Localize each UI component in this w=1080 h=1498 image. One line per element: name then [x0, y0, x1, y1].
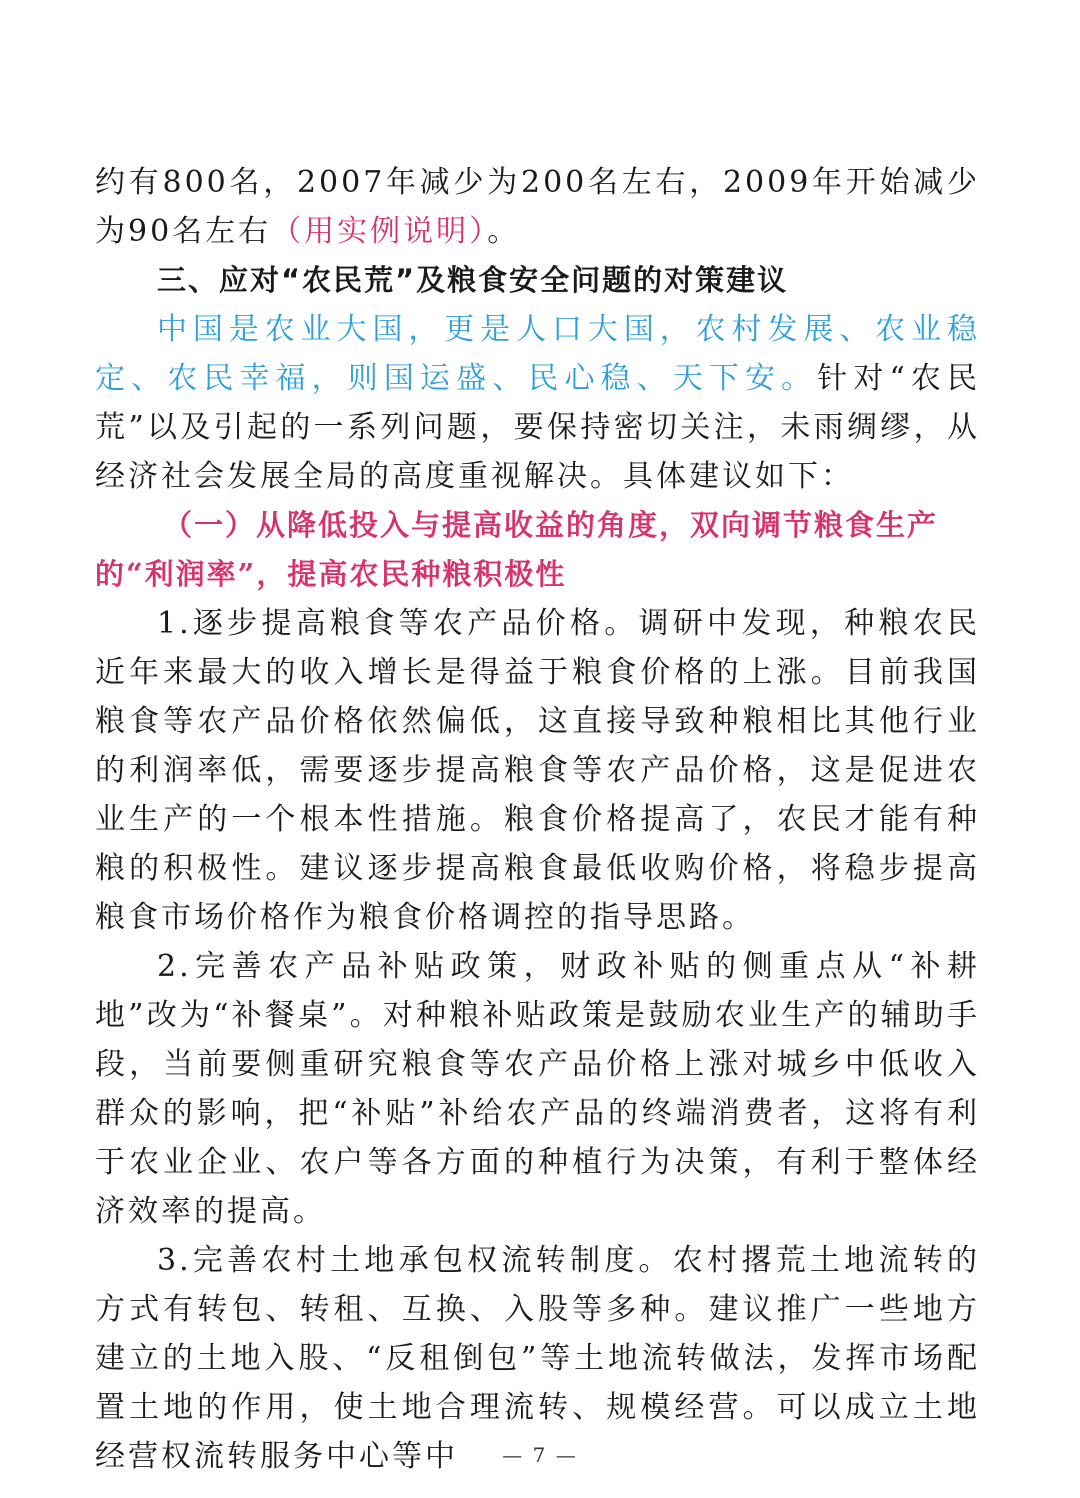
- intro-paragraph: [95, 305, 980, 501]
- paragraph-text: 约有800名，2007年减少为200名左右，2009年开始减少为90名左右: [95, 165, 980, 249]
- document-page: [95, 158, 980, 1481]
- list-item-1: 1.逐步提高粮食等农产品价格。调研中发现，种粮农民近年来最大的收入增长是得益于粮食价格的上涨。目前我国粮食等农产品价格依然偏低，这直接导致种粮相比其他行业的利润率低，需要逐步提高粮食等农产品价格，这是促进农业生产的一个根本性措施。粮食价格提高了，农民才能有种粮的积极性。建议逐步提高粮食最低收购价格，将稳步提高粮食市场价格作为粮食价格调控的指导思路。: [95, 606, 980, 935]
- paragraph-continuation: [95, 158, 980, 256]
- paragraph-end-punctuation: 。: [487, 214, 521, 249]
- list-item-2: 2.完善农产品补贴政策，财政补贴的侧重点从“补耕地”改为“补餐桌”。对种粮补贴政策是鼓励农业生产的辅助手段，当前要侧重研究粮食等农产品价格上涨对城乡中低收入群众的影响，把“补贴”补给农产品的终端消费者，这将有利于农业企业、农户等各方面的种植行为决策，有利于整体经济效率的提高。: [95, 949, 980, 1229]
- page-number: — 7 —: [502, 1443, 578, 1467]
- subsection-heading: （一）从降低投入与提高收益的角度，双向调节粮食生产的“利润率”，提高农民种粮积极性: [95, 508, 939, 591]
- paragraph-text: 针对“农民荒”以及引起的一系列问题，要保持密切关注，未雨绸缪，从经济社会发展全局的高度重视解决。具体建议如下：: [95, 361, 980, 494]
- list-item-3: 3.完善农村土地承包权流转制度。农村撂荒土地流转的方式有转包、转租、互换、入股等多种。建议推广一些地方建立的土地入股、“反租倒包”等土地流转做法，发挥市场配置土地的作用，使土地合理流转、规模经营。可以成立土地经营权流转服务中心等中: [95, 1243, 980, 1474]
- section-heading: 三、应对“农民荒”及粮食安全问题的对策建议: [157, 263, 789, 297]
- annotation-note: （用实例说明）: [271, 214, 488, 249]
- highlighted-sentence: 中国是农业大国，更是人口大国，农村发展、农业稳定、农民幸福，则国运盛、民心稳、天下安。: [95, 312, 980, 396]
